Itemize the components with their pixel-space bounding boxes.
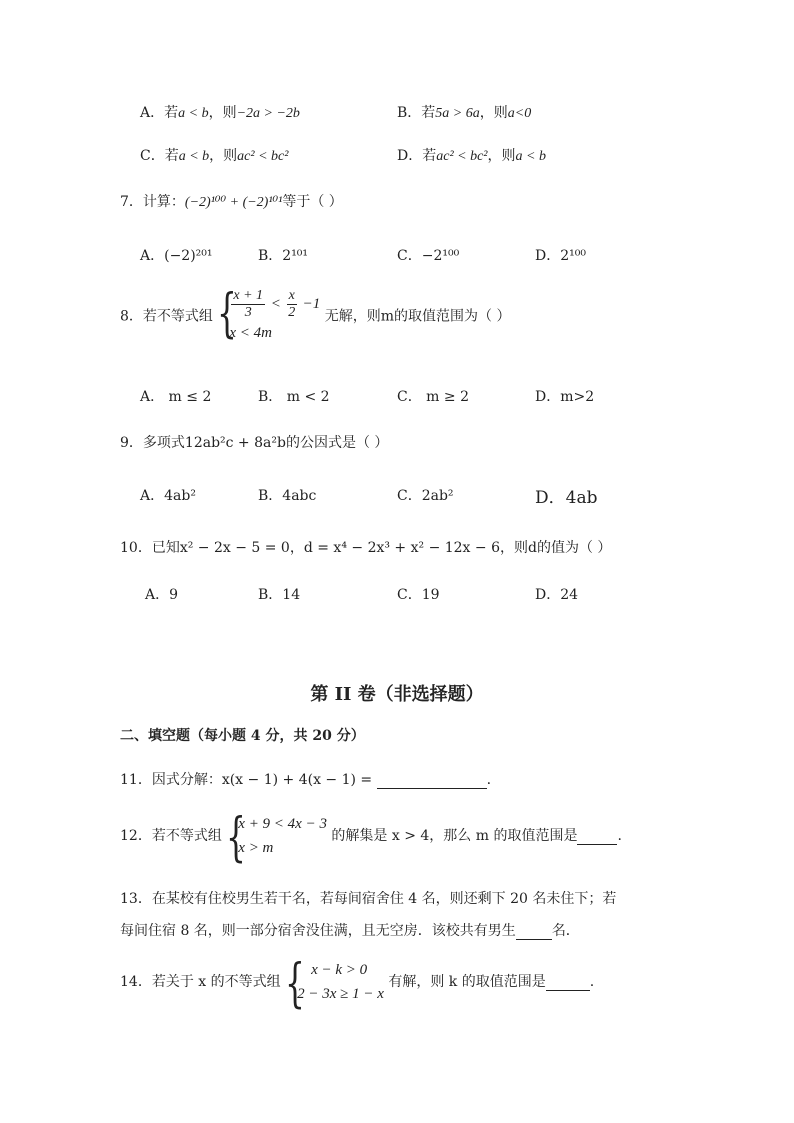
q9-option-c: C．2ab² [397,488,454,504]
q8-option-c: C． m ≥ 2 [397,389,469,405]
q8-option-d: D．m>2 [535,389,595,405]
answer-blank[interactable] [577,828,617,845]
q8-stem: 8．若不等式组 { $\frac{x + 1}{3}$ < $\frac{x}{2}$ −1 x < 4m 无解，则m的取值范围为（ ） [120,284,511,344]
left-brace-icon: { [226,808,247,868]
q13-line2: 每间住宿 8 名，则一部分宿舍没住满，且无空房．该校共有男生 名． [120,923,580,939]
answer-blank[interactable] [516,923,552,940]
q14-stem: 14．若关于 x 的不等式组 { x − k > 0 2 − 3x ≥ 1 − x 有解，则 k 的取值范围是 . [120,954,595,1014]
q13-line1: 13．在某校有住校男生若干名，若每间宿舍住 4 名，则还剩下 20 名未住下；若 [120,891,617,907]
part2-title: 第 II 卷（非选择题） [310,684,484,705]
q6-option-c: C．若a < b，则ac² < bc² [140,148,289,164]
q7-option-b: B．2¹⁰¹ [258,248,309,264]
answer-blank[interactable] [546,974,590,991]
q6-option-d: D．若ac² < bc²，则a < b [397,148,546,164]
q7-option-d: D．2¹⁰⁰ [535,248,586,264]
q12-stem: 12．若不等式组 { x + 9 < 4x − 3 x > m 的解集是 x > 4，那么 m 的取值范围是 . [120,808,622,868]
q9-stem: 9．多项式12ab²c + 8a²b的公因式是（ ） [120,435,389,451]
q7-stem: 7．计算：(−2)¹⁰⁰ + (−2)¹⁰¹等于（ ） [120,194,343,210]
q6-option-a: A．若a < b，则−2a > −2b [140,105,300,121]
q14-inequality-system: { x − k > 0 2 − 3x ≥ 1 − x [285,954,384,1014]
q8-inequality-system: { $\frac{x + 1}{3}$ < $\frac{x}{2}$ −1 x < 4m [217,284,321,344]
q8-option-a: A． m ≤ 2 [140,389,212,405]
q6-option-b: B．若5a > 6a，则a<0 [397,105,532,121]
q9-option-b: B．4abc [258,488,317,504]
q9-option-a: A．4ab² [140,488,196,504]
left-brace-icon: { [217,284,238,344]
q8-option-b: B． m < 2 [258,389,330,405]
q11-stem: 11．因式分解：x(x − 1) + 4(x − 1) = . [120,772,492,788]
q10-option-b: B．14 [258,587,301,603]
q10-option-d: D．24 [535,587,579,603]
left-brace-icon: { [285,954,305,1014]
q10-option-c: C．19 [397,587,440,603]
q10-stem: 10．已知x² − 2x − 5 = 0，d = x⁴ − 2x³ + x² − 12x − 6，则d的值为（ ） [120,540,612,556]
answer-blank[interactable] [377,772,487,789]
q9-option-d: D．4ab [535,488,598,508]
q12-inequality-system: { x + 9 < 4x − 3 x > m [226,808,327,868]
q10-option-a: A．9 [145,587,179,603]
q7-option-c: C．−2¹⁰⁰ [397,248,460,264]
q7-option-a: A．(−2)²⁰¹ [140,248,213,264]
section-fill-in-heading: 二、填空题（每小题 4 分，共 20 分） [120,728,365,744]
